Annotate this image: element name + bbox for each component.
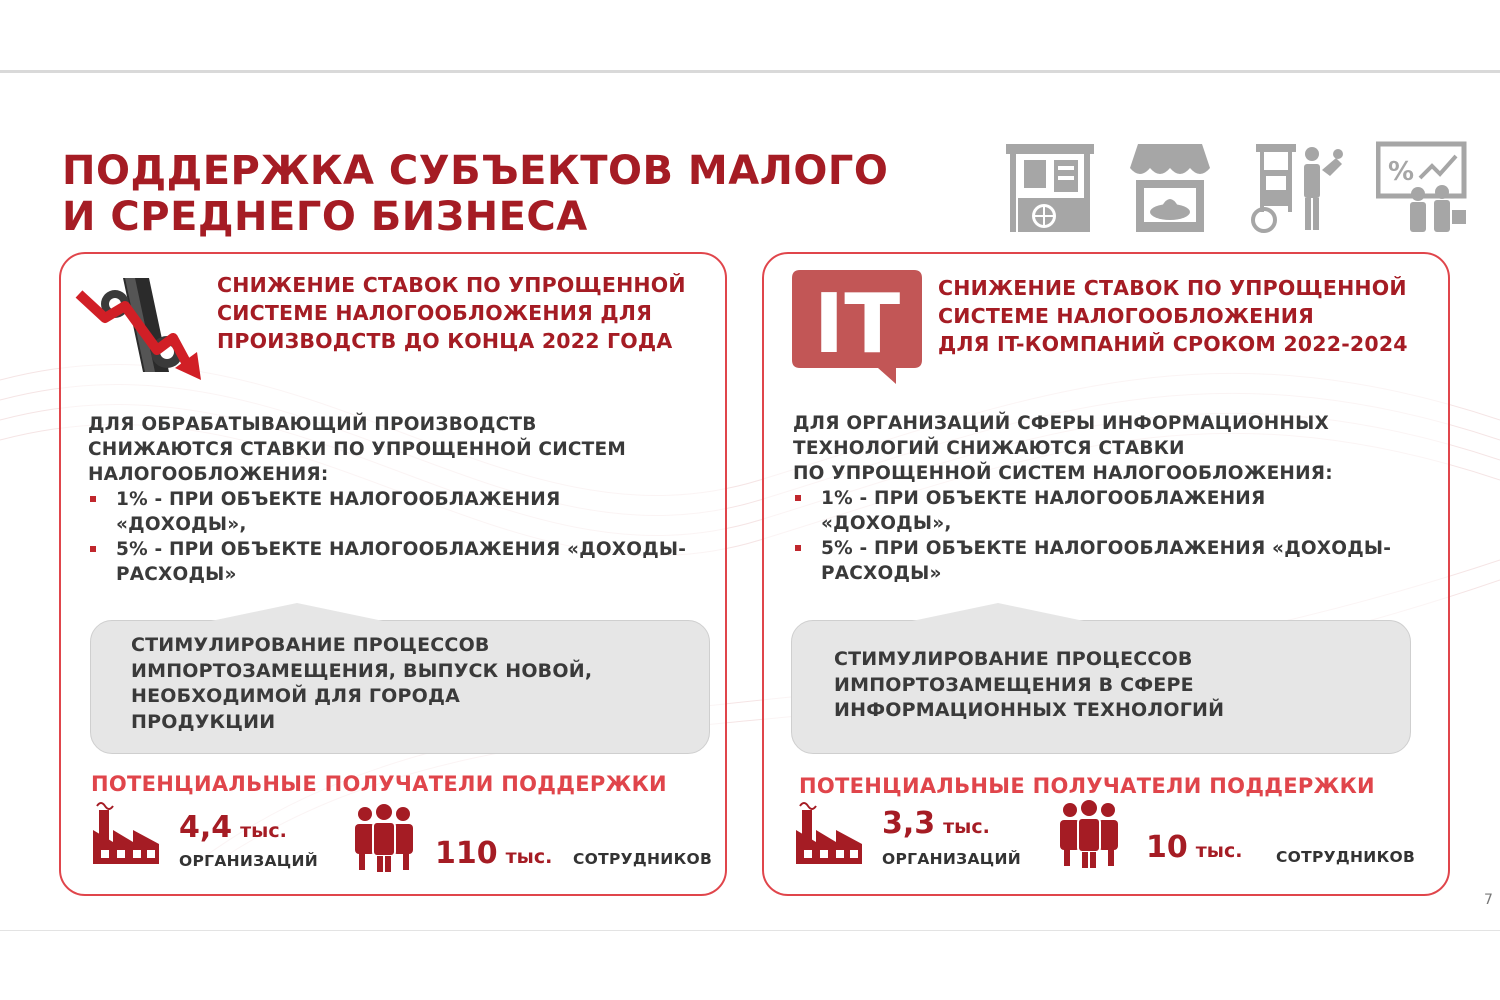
rate-bullet-line: РАСХОДЫ» [821,563,942,584]
employees-group-icon [1056,800,1122,868]
description-line: ПО УПРОЩЕННОЙ СИСТЕМ НАЛОГООБЛОЖЕНИЯ: [793,463,1333,484]
employees-count [435,836,552,871]
employees-unit: тыс. [505,846,553,868]
street-vendor-cart-icon [1250,140,1348,234]
right-card-heading-line: СИСТЕМЕ НАЛОГООБЛОЖЕНИЯ [938,304,1315,328]
rate-bullet-line: РАСХОДЫ» [116,564,237,585]
right-goal-callout [791,620,1411,754]
it-companies-card [762,252,1450,896]
organizations-value: 4,4 [179,810,233,845]
rate-bullet [88,487,686,537]
organizations-label: ОРГАНИЗАЦИЙ [179,852,318,870]
employees-label: СОТРУДНИКОВ [573,850,713,868]
organizations-label: ОРГАНИЗАЦИЙ [882,850,1021,868]
right-card-heading [938,274,1408,358]
employees-label: СОТРУДНИКОВ [1276,848,1416,866]
it-badge-icon [790,268,924,386]
factory-icon [794,800,864,866]
callout-line: СТИМУЛИРОВАНИЕ ПРОЦЕССОВ [834,648,1193,670]
market-stall-icon [1004,140,1096,234]
recipients-heading: ПОТЕНЦИАЛЬНЫЕ ПОЛУЧАТЕЛИ ПОДДЕРЖКИ [91,772,667,796]
description-line: ДЛЯ ОБРАБАТЫВАЮЩИЙ ПРОИЗВОДСТВ [88,414,537,435]
left-card-heading [217,271,686,355]
rate-bullet-line: 5% - ПРИ ОБЪЕКТЕ НАЛОГООБЛАЖЕНИЯ «ДОХОДЫ- [821,538,1392,559]
callout-line: ПРОДУКЦИИ [131,710,276,733]
right-card-description [793,411,1391,586]
organizations-unit: тыс. [240,820,287,842]
tax-decrease-chart-icon [75,268,205,386]
rate-bullet-line: «ДОХОДЫ», [821,513,952,534]
discount-board-shoppers-icon [1376,140,1470,234]
rate-bullet-line: 5% - ПРИ ОБЪЕКТЕ НАЛОГООБЛАЖЕНИЯ «ДОХОДЫ- [116,539,687,560]
right-card-heading-line: СНИЖЕНИЕ СТАВОК ПО УПРОЩЕННОЙ [938,276,1407,300]
callout-pointer [211,603,383,621]
rate-bullet-line: «ДОХОДЫ», [116,514,247,535]
top-divider [0,70,1500,73]
recipients-heading: ПОТЕНЦИАЛЬНЫЕ ПОЛУЧАТЕЛИ ПОДДЕРЖКИ [799,774,1375,798]
bottom-divider [0,930,1500,931]
employees-count [1146,830,1242,865]
page-title-line-1: ПОДДЕРЖКА СУБЪЕКТОВ МАЛОГО [62,148,889,194]
page-title-line-2: И СРЕДНЕГО БИЗНЕСА [62,194,588,240]
employees-value: 110 [435,836,498,871]
organizations-count [179,810,287,845]
employees-unit: тыс. [1195,840,1243,862]
factory-icon [91,800,161,866]
callout-line: СТИМУЛИРОВАНИЕ ПРОЦЕССОВ [131,634,490,656]
description-line: ТЕХНОЛОГИЙ СНИЖАЮТСЯ СТАВКИ [793,438,1185,459]
svg-text:%: % [1388,157,1415,187]
callout-text [131,633,592,735]
callout-text [834,647,1224,724]
description-line: ДЛЯ ОРГАНИЗАЦИЙ СФЕРЫ ИНФОРМАЦИОННЫХ [793,413,1329,434]
left-goal-callout [90,620,710,754]
header-icon-row [1004,140,1470,236]
page-title [62,148,888,240]
page-number: 7 [1484,892,1493,908]
shop-front-icon [1128,140,1212,234]
right-card-heading-line: ДЛЯ IT-КОМПАНИЙ СРОКОМ 2022-2024 [938,332,1408,356]
small-business-production-card [59,252,727,896]
organizations-value: 3,3 [882,806,936,841]
callout-line: НЕОБХОДИМОЙ ДЛЯ ГОРОДА [131,685,461,707]
it-badge-label: IT [813,277,901,372]
left-card-heading-line: СНИЖЕНИЕ СТАВОК ПО УПРОЩЕННОЙ [217,273,686,297]
description-line: СНИЖАЮТСЯ СТАВКИ ПО УПРОЩЕННОЙ СИСТЕМ [88,439,626,460]
rate-bullet [793,536,1391,586]
callout-line: ИМПОРТОЗАМЕЩЕНИЯ, ВЫПУСК НОВОЙ, [131,659,593,682]
left-card-heading-line: СИСТЕМЕ НАЛОГООБЛОЖЕНИЯ ДЛЯ [217,301,653,325]
callout-line: ИМПОРТОЗАМЕЩЕНИЯ В СФЕРЕ [834,673,1194,696]
rate-bullet-line: 1% - ПРИ ОБЪЕКТЕ НАЛОГООБЛАЖЕНИЯ [116,489,561,510]
callout-line: ИНФОРМАЦИОННЫХ ТЕХНОЛОГИЙ [834,699,1225,721]
organizations-count [882,806,990,841]
organizations-unit: тыс. [943,816,990,838]
rate-bullet [793,486,1391,536]
rate-bullet [88,537,686,587]
left-card-description [88,412,686,587]
employees-group-icon [351,804,417,872]
callout-pointer [912,603,1084,621]
rate-bullet-line: 1% - ПРИ ОБЪЕКТЕ НАЛОГООБЛАЖЕНИЯ [821,488,1266,509]
left-card-heading-line: ПРОИЗВОДСТВ ДО КОНЦА 2022 ГОДА [217,329,673,353]
employees-value: 10 [1146,830,1188,865]
description-line: НАЛОГООБЛОЖЕНИЯ: [88,464,329,485]
